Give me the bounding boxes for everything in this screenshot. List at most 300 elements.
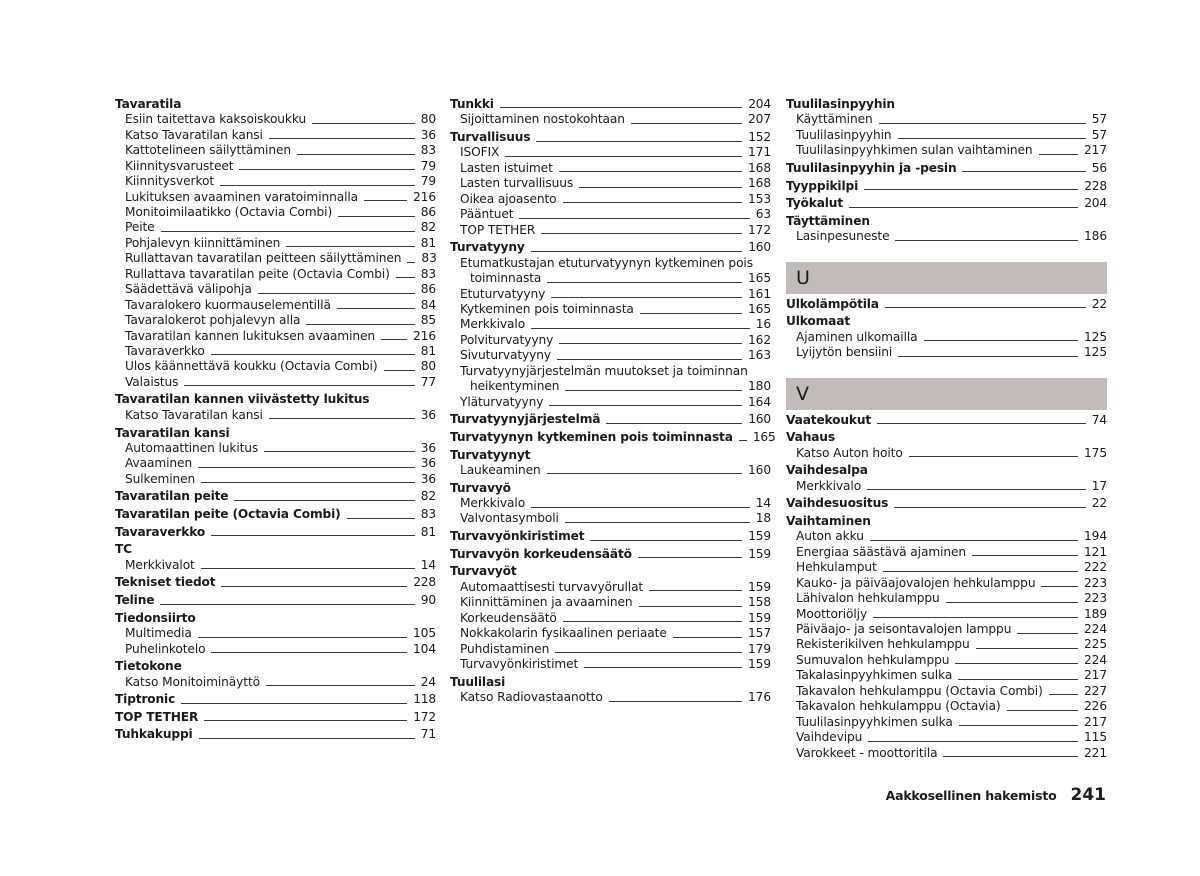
entry-page-number: 16 [755, 317, 771, 332]
leader-line [384, 370, 415, 371]
entry-label: Takavalon hehkulamppu (Octavia) [796, 699, 1001, 714]
index-main-entry [450, 529, 771, 544]
entry-label: Varokkeet - moottoritila [796, 745, 938, 760]
entry-page-number: 159 [748, 579, 771, 594]
entry-page-number: 84 [420, 297, 436, 312]
index-sub-entry [450, 642, 771, 657]
index-sub-entry [450, 318, 771, 333]
index-sub-entry [450, 287, 771, 302]
index-main-entry [450, 448, 771, 463]
leader-line [877, 423, 1086, 424]
entry-label: heikentyminen [470, 379, 560, 394]
entry-label: Turvavyö [450, 480, 511, 495]
entry-page-number: 186 [1084, 229, 1107, 244]
entry-page-number: 153 [748, 191, 771, 206]
entry-label: Katso Tavaratilan kansi [125, 127, 263, 142]
leader-line [631, 123, 742, 124]
index-sub-entry [115, 159, 436, 174]
entry-page-number: 228 [413, 575, 436, 590]
entry-label: Rullattava tavaratilan peite (Octavia Combi) [125, 266, 390, 281]
page-footer [886, 785, 1106, 805]
entry-page-number: 162 [748, 332, 771, 347]
entry-page-number: 36 [420, 456, 436, 471]
entry-page-number: 204 [748, 96, 771, 111]
entry-label: Turvatyynyt [450, 447, 531, 462]
entry-label: Turvavyönkiristimet [460, 656, 579, 671]
index-main-entry [450, 547, 771, 562]
entry-label: Nokkakolarin fysikaalinen periaate [460, 626, 667, 641]
leader-line [1007, 710, 1079, 711]
leader-line [269, 418, 415, 419]
entry-label: Etuturvatyyny [460, 286, 546, 301]
entry-label: Kiinnitysvarusteet [125, 158, 234, 173]
index-sub-entry [786, 545, 1107, 560]
leader-line [946, 602, 1078, 603]
leader-line [924, 340, 1079, 341]
entry-label: Automaattinen lukitus [125, 440, 259, 455]
entry-label: Merkkivalo [460, 496, 526, 511]
index-sub-entry [115, 112, 436, 127]
index-sub-entry [786, 143, 1107, 158]
index-main-entry [786, 179, 1107, 194]
leader-line [297, 154, 415, 155]
entry-label: Sulkeminen [125, 471, 196, 486]
index-sub-entry [786, 668, 1107, 683]
leader-line [1039, 154, 1079, 155]
index-column-2 [450, 96, 776, 706]
entry-label: Rekisterikilven hehkulamppu [796, 637, 970, 652]
leader-line [870, 540, 1078, 541]
entry-page-number: 204 [1084, 196, 1107, 211]
entry-page-number: 158 [748, 595, 771, 610]
entry-label: Vaihdevipu [796, 730, 863, 745]
leader-line [201, 482, 415, 483]
entry-page-number: 77 [420, 374, 436, 389]
entry-page-number: 83 [420, 143, 436, 158]
index-sub-entry [450, 580, 771, 595]
page-number: 241 [1070, 785, 1106, 805]
index-main-entry [115, 593, 436, 608]
entry-page-number: 180 [748, 379, 771, 394]
letter-section-header: U [786, 262, 1107, 294]
entry-label: Tyyppikilpi [786, 178, 859, 193]
entry-label: Puhdistaminen [460, 641, 550, 656]
leader-line [396, 277, 415, 278]
entry-page-number: 163 [748, 348, 771, 363]
entry-page-number: 224 [1084, 622, 1107, 637]
entry-label: Ulkomaat [786, 314, 850, 329]
index-sub-entry [115, 221, 436, 236]
entry-page-number: 168 [748, 176, 771, 191]
entry-label: Sivuturvatyyny [460, 348, 551, 363]
entry-label: Korkeudensäätö [460, 610, 557, 625]
leader-line [879, 123, 1086, 124]
entry-label: TOP TETHER [115, 709, 199, 724]
entry-label: Tavaraverkko [115, 524, 206, 539]
leader-line [1049, 694, 1078, 695]
entry-page-number: 228 [1084, 178, 1107, 193]
leader-line [364, 200, 407, 201]
entry-page-number: 189 [1084, 606, 1107, 621]
leader-line [559, 171, 742, 172]
index-main-entry [115, 659, 436, 674]
entry-label: Turvatyynyjärjestelmä [450, 412, 601, 427]
index-sub-entry [115, 456, 436, 471]
entry-page-number: 81 [420, 524, 436, 539]
index-sub-entry [450, 364, 771, 379]
leader-line [898, 138, 1086, 139]
entry-page-number: 90 [420, 593, 436, 608]
entry-label: Lyijytön bensiini [796, 345, 893, 360]
entry-label: Käyttäminen [796, 112, 873, 127]
index-sub-entry [450, 512, 771, 527]
leader-line [584, 667, 742, 668]
leader-line [898, 356, 1078, 357]
entry-label: Turvallisuus [450, 130, 531, 145]
leader-line [201, 568, 415, 569]
leader-line [312, 123, 415, 124]
entry-label: Tuulilasinpyyhin [786, 96, 895, 111]
leader-line [160, 604, 414, 605]
index-sub-entry [115, 408, 436, 423]
index-main-entry [450, 429, 776, 445]
entry-page-number: 14 [755, 496, 771, 511]
entry-label: Tietokone [115, 659, 182, 674]
index-main-entry [115, 542, 436, 557]
entry-page-number: 115 [1084, 730, 1107, 745]
index-main-entry [450, 97, 771, 112]
leader-line [958, 679, 1078, 680]
entry-label: Päiväajo- ja seisontavalojen lamppu [796, 622, 1012, 637]
leader-line [338, 216, 415, 217]
entry-label: Tuhkakuppi [115, 727, 193, 742]
entry-page-number: 221 [1084, 745, 1107, 760]
leader-line [590, 540, 742, 541]
index-sub-entry [786, 330, 1107, 345]
leader-line [955, 663, 1078, 664]
entry-page-number: 80 [420, 112, 436, 127]
entry-page-number: 36 [420, 471, 436, 486]
index-main-entry [115, 97, 436, 112]
entry-page-number: 157 [748, 626, 771, 641]
index-sub-entry [115, 251, 436, 266]
index-sub-entry [115, 143, 436, 158]
entry-page-number: 71 [420, 727, 436, 742]
entry-page-number: 79 [420, 174, 436, 189]
entry-page-number: 36 [420, 440, 436, 455]
index-sub-entry [115, 205, 436, 220]
entry-page-number: 216 [413, 328, 436, 343]
index-main-entry [450, 481, 771, 496]
index-sub-entry [786, 229, 1107, 244]
index-sub-entry [786, 638, 1107, 653]
entry-page-number: 165 [752, 429, 776, 444]
leader-line [849, 207, 1078, 208]
leader-line [864, 189, 1078, 190]
index-sub-entry [450, 595, 771, 610]
entry-page-number: 81 [420, 235, 436, 250]
entry-page-number: 17 [1091, 478, 1107, 493]
index-sub-entry [450, 271, 771, 286]
leader-line [204, 720, 407, 721]
leader-line [211, 652, 407, 653]
leader-line [555, 652, 742, 653]
entry-page-number: 86 [420, 282, 436, 297]
leader-line [306, 324, 414, 325]
leader-line [239, 169, 414, 170]
index-sub-entry [450, 379, 771, 394]
index-sub-entry [450, 176, 771, 191]
entry-label: Tavaralokero kuormauselementillä [125, 297, 331, 312]
entry-label: Oikea ajoasento [460, 191, 557, 206]
entry-page-number: 82 [420, 489, 436, 504]
index-sub-entry [115, 344, 436, 359]
entry-page-number: 227 [1084, 683, 1107, 698]
index-main-entry [786, 297, 1107, 312]
entry-page-number: 207 [748, 112, 771, 127]
entry-label: Työkalut [786, 196, 843, 211]
index-sub-entry [450, 333, 771, 348]
index-sub-entry [786, 746, 1107, 761]
entry-page-number: 82 [420, 220, 436, 235]
entry-label: Tavaratilan kannen lukituksen avaaminen [125, 328, 376, 343]
entry-page-number: 118 [413, 692, 436, 707]
entry-page-number: 159 [748, 546, 771, 561]
index-main-entry [115, 426, 436, 441]
index-main-entry [450, 240, 771, 255]
leader-line [1017, 633, 1078, 634]
entry-page-number: 152 [748, 130, 771, 145]
entry-page-number: 160 [748, 412, 771, 427]
entry-label: Tuulilasinpyyhkimen sulan vaihtaminen [796, 143, 1033, 158]
entry-label: Tiptronic [115, 692, 176, 707]
entry-label: Katso Monitoiminäyttö [125, 674, 260, 689]
entry-label: Turvatyynyjärjestelmän muutokset ja toiminnan [460, 363, 748, 378]
entry-label: Auton akku [796, 529, 864, 544]
entry-page-number: 24 [420, 674, 436, 689]
entry-label: Ajaminen ulkomailla [796, 329, 918, 344]
entry-page-number: 56 [1091, 160, 1107, 175]
entry-label: Täyttäminen [786, 213, 870, 228]
leader-line [673, 637, 742, 638]
entry-label: Vaihtaminen [786, 513, 871, 528]
leader-line [639, 606, 742, 607]
entry-label: Ulos käännettävä koukku (Octavia Combi) [125, 359, 378, 374]
index-main-entry [115, 728, 436, 743]
entry-label: Polviturvatyyny [460, 332, 554, 347]
entry-page-number: 176 [748, 690, 771, 705]
index-main-entry [115, 393, 436, 408]
entry-page-number: 194 [1084, 529, 1107, 544]
entry-page-number: 105 [413, 626, 436, 641]
index-main-entry [786, 196, 1107, 211]
entry-label: Vaihdesalpa [786, 463, 868, 478]
index-sub-entry [115, 267, 436, 282]
leader-line [286, 246, 414, 247]
index-sub-entry [786, 345, 1107, 360]
entry-page-number: 83 [421, 251, 437, 266]
leader-line [381, 339, 407, 340]
leader-line [547, 282, 742, 283]
index-sub-entry [115, 329, 436, 344]
entry-label: Automaattisesti turvavyörullat [460, 579, 644, 594]
index-sub-entry [786, 576, 1107, 591]
entry-label: Tavaraverkko [125, 343, 205, 358]
entry-page-number: 36 [420, 127, 436, 142]
index-sub-entry [786, 529, 1107, 544]
index-main-entry [450, 412, 771, 427]
leader-line [531, 251, 743, 252]
entry-label: Kauko- ja päiväajovalojen hehkulamppu [796, 575, 1036, 590]
entry-page-number: 165 [748, 271, 771, 286]
entry-label: Turvavyönkiristimet [450, 529, 585, 544]
leader-line [609, 701, 742, 702]
index-main-entry [786, 413, 1107, 428]
entry-label: Turvavyön korkeudensäätö [450, 546, 632, 561]
index-sub-entry [786, 591, 1107, 606]
index-sub-entry [115, 298, 436, 313]
entry-label: Multimedia [125, 626, 192, 641]
index-sub-entry [786, 607, 1107, 622]
index-sub-entry [450, 302, 771, 317]
entry-page-number: 159 [748, 656, 771, 671]
index-main-entry [115, 507, 436, 522]
entry-label: Vaihdesuositus [786, 496, 889, 511]
entry-label: Tavaralokerot pohjalevyn alla [125, 313, 301, 328]
entry-page-number: 125 [1084, 345, 1107, 360]
entry-page-number: 159 [748, 610, 771, 625]
entry-page-number: 159 [748, 529, 771, 544]
index-main-entry [115, 692, 436, 707]
entry-label: Kiinnittäminen ja avaaminen [460, 595, 633, 610]
index-main-entry [786, 463, 1107, 478]
leader-line [500, 107, 742, 108]
entry-page-number: 22 [1091, 496, 1107, 511]
entry-label: Hehkulamput [796, 560, 877, 575]
entry-label: Pohjalevyn kiinnittäminen [125, 235, 281, 250]
leader-line [606, 423, 742, 424]
index-sub-entry [786, 128, 1107, 143]
leader-line [943, 756, 1078, 757]
entry-label: Merkkivalo [796, 478, 862, 493]
entry-label: Kiinnitysverkot [125, 174, 215, 189]
leader-line [895, 240, 1078, 241]
entry-label: Moottoriöljy [796, 606, 868, 621]
leader-line [161, 231, 415, 232]
entry-page-number: 217 [1084, 143, 1107, 158]
leader-line [563, 621, 742, 622]
entry-label: Tuulilasinpyyhkimen sulka [796, 714, 953, 729]
entry-label: Valvontasymboli [460, 511, 559, 526]
entry-label: Tavaratila [115, 96, 182, 111]
leader-line [198, 467, 415, 468]
index-main-entry [786, 97, 1107, 112]
index-sub-entry [115, 359, 436, 374]
index-main-entry [115, 525, 436, 540]
entry-label: Tavaratilan kansi [115, 425, 230, 440]
index-sub-entry [115, 313, 436, 328]
index-sub-entry [786, 653, 1107, 668]
entry-page-number: 57 [1091, 112, 1107, 127]
entry-page-number: 226 [1084, 699, 1107, 714]
index-sub-entry [115, 190, 436, 205]
entry-page-number: 86 [420, 205, 436, 220]
leader-line [563, 202, 743, 203]
leader-line [565, 522, 750, 523]
leader-line [868, 741, 1078, 742]
index-sub-entry [786, 560, 1107, 575]
entry-label: Katso Auton hoito [796, 445, 903, 460]
index-sub-entry [115, 558, 436, 573]
entry-label: Teline [115, 593, 155, 608]
leader-line [199, 738, 415, 739]
index-main-entry [786, 514, 1107, 529]
entry-page-number: 57 [1091, 127, 1107, 142]
entry-page-number: 83 [420, 266, 436, 281]
index-column-1 [115, 97, 436, 743]
index-sub-entry [115, 128, 436, 143]
entry-page-number: 161 [748, 286, 771, 301]
entry-label: Takalasinpyyhkimen sulka [796, 668, 953, 683]
leader-line [211, 535, 415, 536]
entry-label: Tavaratilan peite [115, 489, 229, 504]
leader-line [269, 138, 415, 139]
entry-label: Tekniset tiedot [115, 575, 216, 590]
leader-line [184, 385, 414, 386]
index-sub-entry [450, 690, 771, 705]
entry-page-number: 171 [748, 145, 771, 160]
index-sub-entry [786, 479, 1107, 494]
index-main-entry [450, 675, 771, 690]
leader-line [266, 685, 415, 686]
leader-line [220, 185, 415, 186]
index-sub-entry [450, 348, 771, 363]
index-sub-entry [786, 446, 1107, 461]
entry-page-number: 164 [748, 394, 771, 409]
leader-line [549, 405, 742, 406]
entry-label: toiminnasta [470, 271, 542, 286]
index-sub-entry [786, 112, 1107, 127]
entry-page-number: 160 [748, 462, 771, 477]
leader-line [739, 440, 747, 441]
leader-line [181, 703, 407, 704]
index-sub-entry [115, 282, 436, 297]
leader-line [579, 187, 742, 188]
entry-page-number: 165 [748, 302, 771, 317]
leader-line [867, 489, 1086, 490]
leader-line [407, 262, 415, 263]
leader-line [505, 156, 742, 157]
index-sub-entry [115, 236, 436, 251]
entry-label: Tuulilasinpyyhin ja -pesin [786, 160, 957, 175]
leader-line [885, 307, 1086, 308]
entry-page-number: 22 [1091, 296, 1107, 311]
index-main-entry [450, 564, 771, 579]
leader-line [638, 557, 742, 558]
entry-label: Sumuvalon hehkulamppu [796, 652, 950, 667]
entry-page-number: 14 [420, 557, 436, 572]
leader-line [347, 518, 415, 519]
entry-page-number: 104 [413, 641, 436, 656]
entry-label: Lasinpesuneste [796, 229, 890, 244]
leader-line [547, 473, 742, 474]
leader-line [1041, 586, 1078, 587]
entry-page-number: 172 [413, 709, 436, 724]
index-column-3 [786, 97, 1107, 761]
index-sub-entry [450, 395, 771, 410]
entry-page-number: 79 [420, 158, 436, 173]
entry-label: Turvatyynyn kytkeminen pois toiminnasta [450, 429, 733, 444]
